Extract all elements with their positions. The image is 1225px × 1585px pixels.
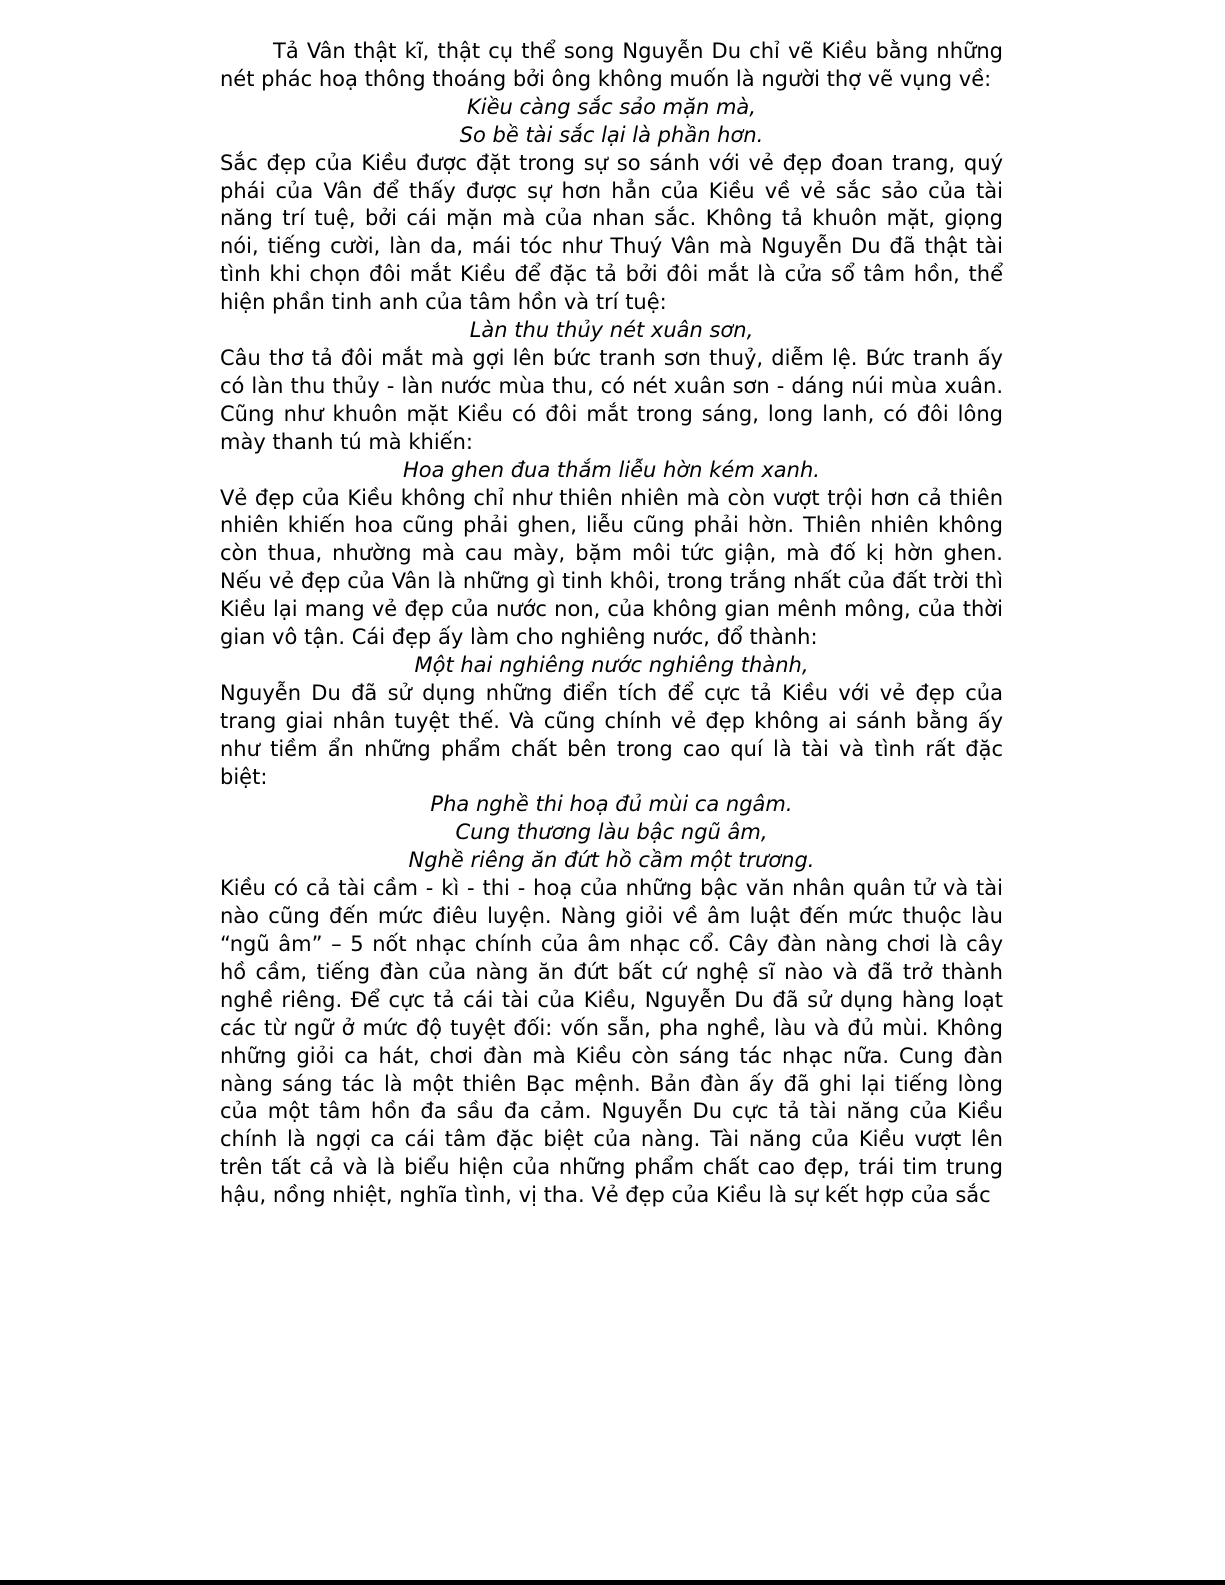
verse-line: So bề tài sắc lại là phần hơn. bbox=[459, 122, 764, 147]
paragraph-intro: Tả Vân thật kĩ, thật cụ thể song Nguyễn Du chỉ vẽ Kiều bằng những nét phác hoạ thông thoáng bởi ông không muốn là người thợ vẽ vụng về: bbox=[220, 39, 1003, 91]
verse-line: Pha nghề thi hoạ đủ mùi ca ngâm. bbox=[430, 792, 793, 817]
document-page bbox=[220, 38, 1003, 1210]
paragraph: Câu thơ tả đôi mắt mà gợi lên bức tranh sơn thuỷ, diễm lệ. Bức tranh ấy có làn thu thủy - làn nước mùa thu, có nét xuân sơn - dáng núi mùa xuân. Cũng như khuôn mặt Kiều có đôi mắt trong sáng, long lanh, có đôi lông mày thanh tú mà khiến: bbox=[220, 345, 1003, 454]
verse-line: Cung thương làu bậc ngũ âm, bbox=[455, 820, 768, 845]
verse-line: Một hai nghiêng nước nghiêng thành, bbox=[414, 652, 809, 677]
verse-line: Hoa ghen đua thắm liễu hờn kém xanh. bbox=[403, 457, 820, 482]
paragraph: Vẻ đẹp của Kiều không chỉ như thiên nhiên mà còn vượt trội hơn cả thiên nhiên khiến hoa cũng phải ghen, liễu cũng phải hờn. Thiên nhiên không còn thua, nhường mà cau mày, bặm môi tức giận, mà đố kị hờn ghen. Nếu vẻ đẹp của Vân là những gì tinh khôi, trong trắng nhất của đất trời thì Kiều lại mang vẻ đẹp của nước non, của không gian mênh mông, của thời gian vô tận. Cái đẹp ấy làm cho nghiêng nước, đổ thành: bbox=[220, 485, 1003, 650]
verse-line: Nghề riêng ăn đứt hồ cầm một trương. bbox=[408, 848, 815, 873]
paragraph: Sắc đẹp của Kiều được đặt trong sự so sánh với vẻ đẹp đoan trang, quý phái của Vân để thấy được sự hơn hẳn của Kiều về vẻ sắc sảo của tài năng trí tuệ, bởi cái mặn mà của nhan sắc. Không tả khuôn mặt, giọng nói, tiếng cười, làn da, mái tóc như Thuý Vân mà Nguyễn Du đã thật tài tình khi chọn đôi mắt Kiều để đặc tả bởi đôi mắt là cửa sổ tâm hồn, thể hiện phần tinh anh của tâm hồn và trí tuệ: bbox=[220, 150, 1003, 315]
page-bottom-border bbox=[0, 1580, 1225, 1585]
verse-line: Kiều càng sắc sảo mặn mà, bbox=[467, 94, 756, 119]
paragraph: Kiều có cả tài cầm - kì - thi - hoạ của những bậc văn nhân quân tử và tài nào cũng đến mức điêu luyện. Nàng giỏi về âm luật đến mức thuộc làu “ngũ âm” – 5 nốt nhạc chính của âm nhạc cổ. Cây đàn nàng chơi là cây hồ cầm, tiếng đàn của nàng ăn đứt bất cứ nghệ sĩ nào và đã trở thành nghề riêng. Để cực tả cái tài của Kiều, Nguyễn Du đã sử dụng hàng loạt các từ ngữ ở mức độ tuyệt đối: vốn sẵn, pha nghề, làu và đủ mùi. Không những giỏi ca hát, chơi đàn mà Kiều còn sáng tác nhạc nữa. Cung đàn nàng sáng tác là một thiên Bạc mệnh. Bản đàn ấy đã ghi lại tiếng lòng của một tâm hồn đa sầu đa cảm. Nguyễn Du cực tả tài năng của Kiều chính là ngợi ca cái tâm đặc biệt của nàng. Tài năng của Kiều vượt lên trên tất cả và là biểu hiện của những phẩm chất cao đẹp, trái tim trung hậu, nồng nhiệt, nghĩa tình, vị tha. Vẻ đẹp của Kiều là sự kết hợp của sắc bbox=[220, 876, 1003, 1208]
paragraph: Nguyễn Du đã sử dụng những điển tích để cực tả Kiều với vẻ đẹp của trang giai nhân tuyệt thế. Và cũng chính vẻ đẹp không ai sánh bằng ấy như tiềm ẩn những phẩm chất bên trong cao quí là tài và tình rất đặc biệt: bbox=[220, 680, 1003, 789]
verse-line: Làn thu thủy nét xuân sơn, bbox=[469, 318, 754, 343]
